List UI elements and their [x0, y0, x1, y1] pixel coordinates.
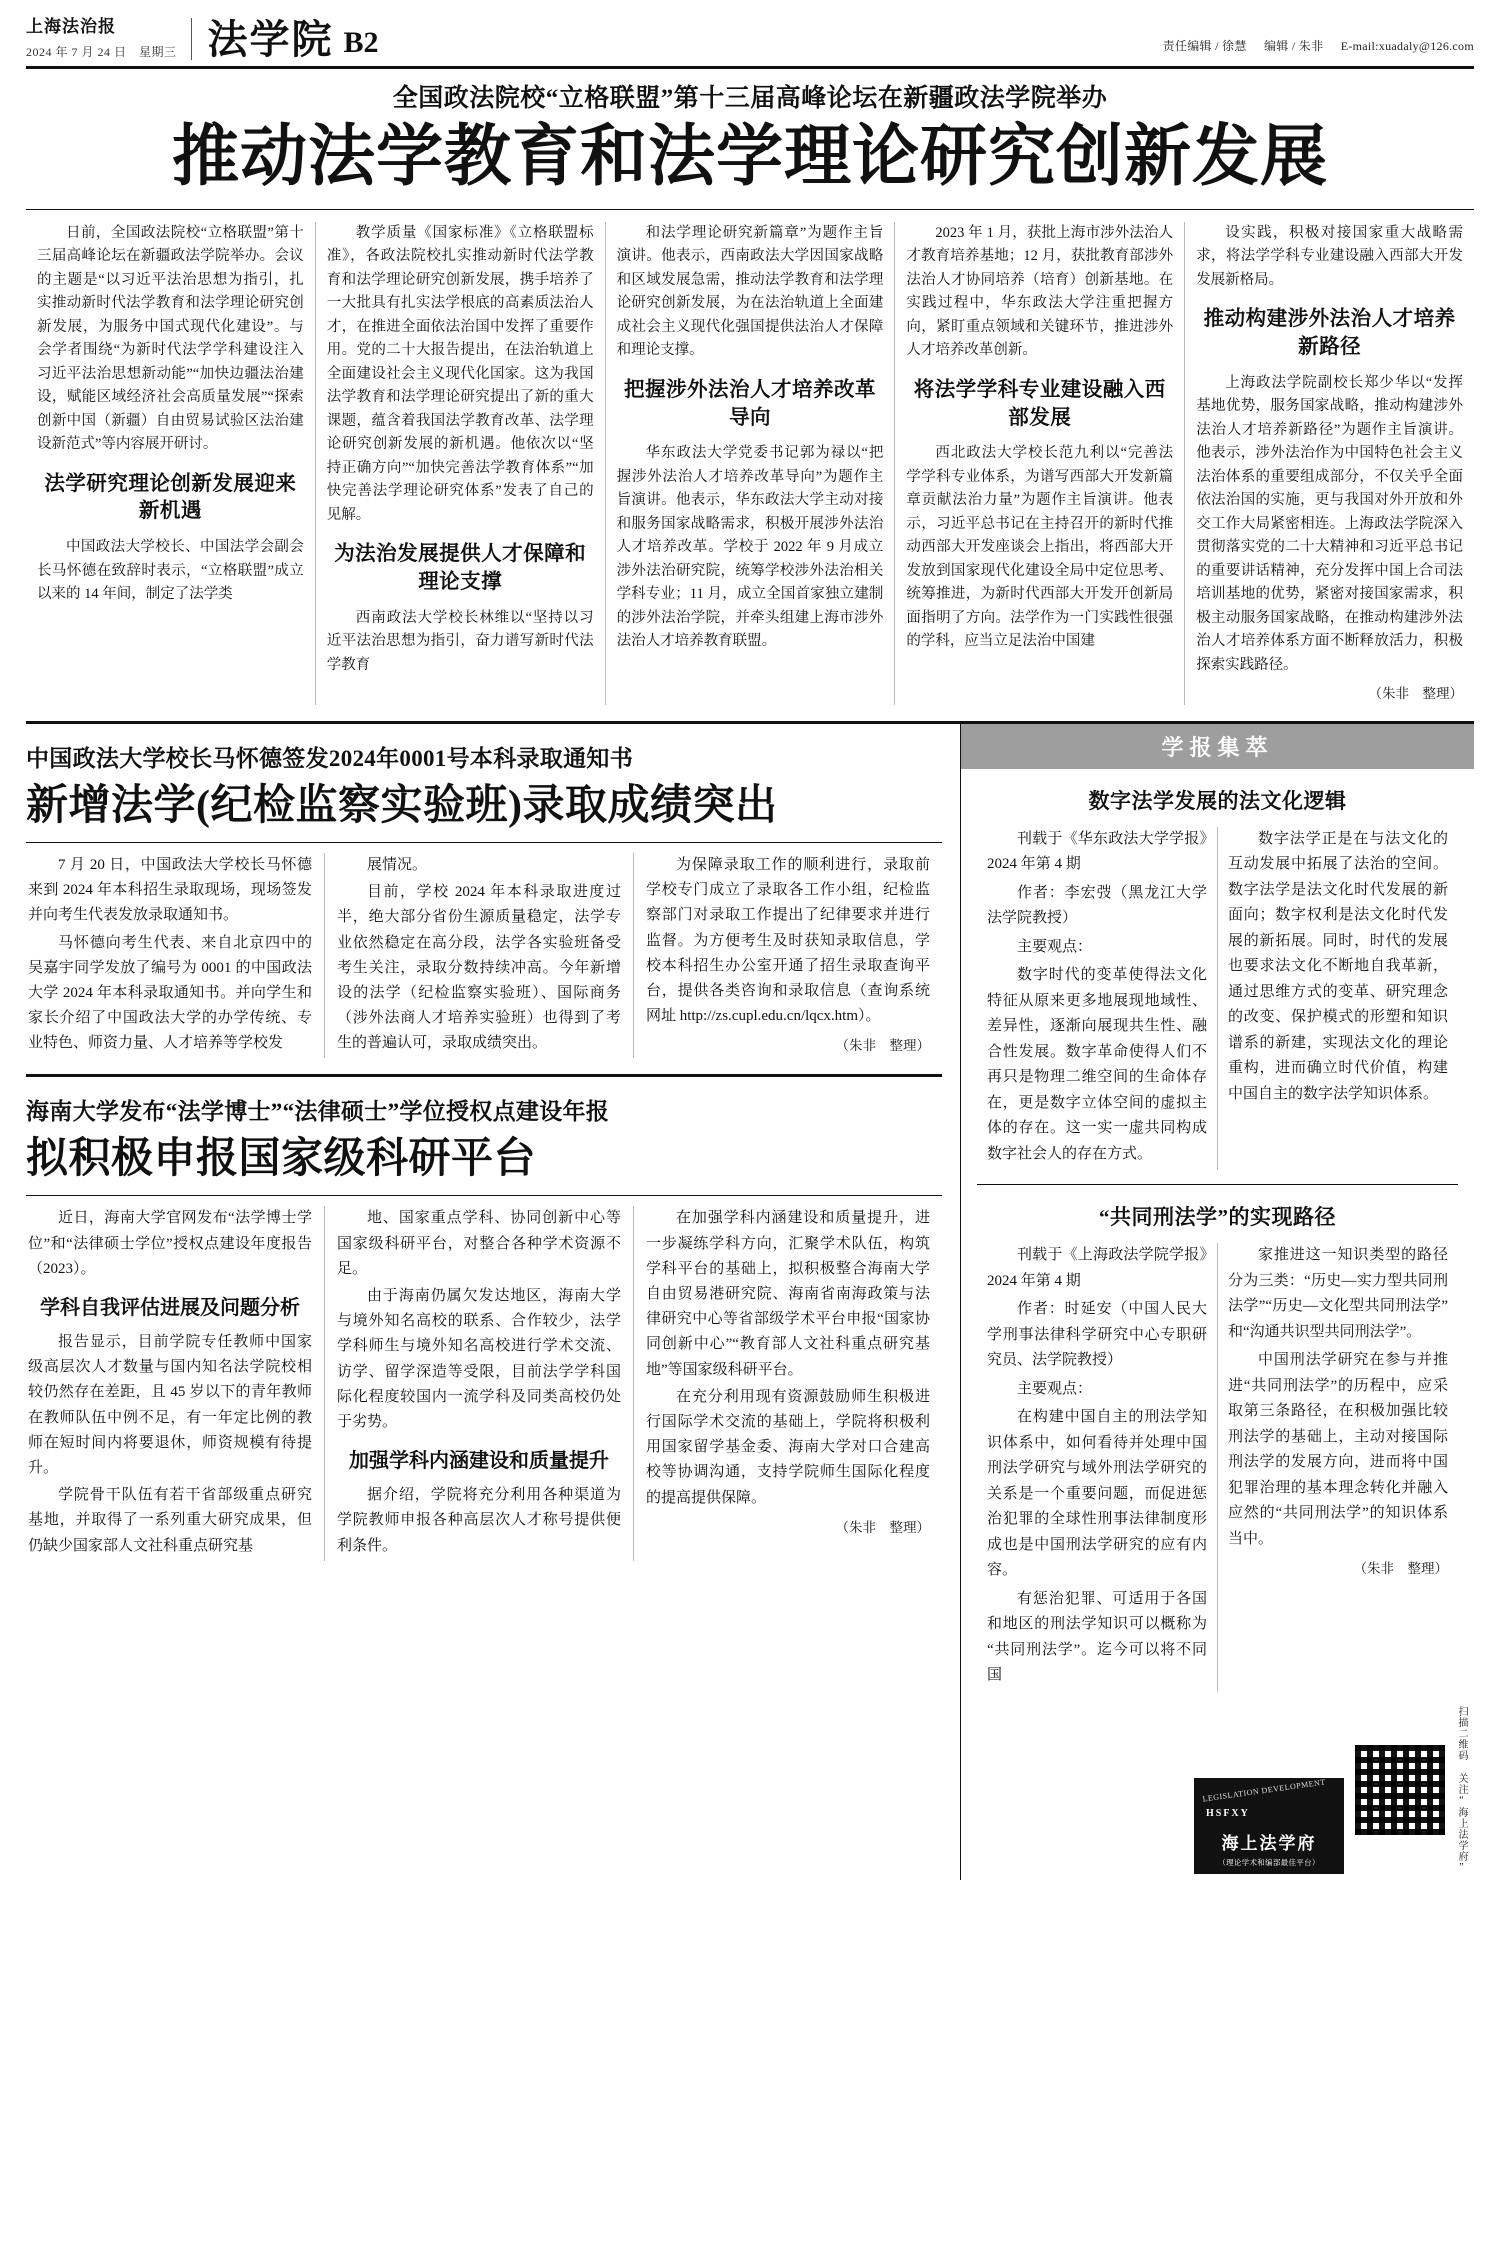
article-2	[26, 740, 942, 1059]
lead-column-2	[315, 222, 605, 705]
article-3-subheading-1: 学科自我评估进展及问题分析	[39, 1297, 300, 1320]
brand-abbreviation: HSFXY	[1205, 1807, 1250, 1819]
brand-subtitle: （理论学术和编部最佳平台）	[1218, 1857, 1320, 1867]
article-2-column-1	[26, 853, 324, 1059]
paragraph: 马怀德向考生代表、来自北京四中的吴嘉宇同学发放了编号为 0001 的中国政法大学 2024 年本科录取通知书。并向学生和家长介绍了中国政法大学的办学传统、专业特色、师资力量、人才培养等学校发	[28, 934, 312, 1052]
paragraph: 据介绍，学院将充分利用各种渠道为学院教师申报各种高层次人才称号提供便利条件。	[336, 1487, 621, 1554]
lead-subheading-5: 推动构建涉外法治人才培养新路径	[1203, 308, 1456, 359]
lead-subheading-4: 将法学学科专业建设融入西部发展	[913, 378, 1166, 429]
paragraph: 中国政法大学校长、中国法学会副会长马怀德在致辞时表示，“立格联盟”成立以来的 14 年间，制定了法学类	[37, 539, 304, 603]
article-2-headline: 新增法学(纪检监察实验班)录取成绩突出	[26, 782, 778, 829]
paragraph: 为保障录取工作的顺利进行，录取前学校专门成立了录取各工作小组，纪检监察部门对录取工作提出了纪律要求并进行监督。为方便考生及时获知录取信息，学校本科招生办公室开通了招生录取查询平台，提供各类咨询和录取信息（查询系统网址 http://zs.cupl.edu.cn/lqcx.htm）。	[645, 856, 930, 1025]
journal-source: 刊载于《上海政法学院学报》2024 年第 4 期	[986, 1247, 1207, 1289]
paragraph: 华东政法大学党委书记郭为禄以“把握涉外法治人才培养改革导向”为题作主旨演讲。他表示，华东政法大学主动对接和服务国家战略需求，积极开展涉外法治人才培养改革。学校于 2022 年 9 月成立涉外法治研究院，统筹学校涉外法治相关学科专业；11 月，成立全国首家独立建制的涉外法治学院，并牵头组建上海市涉外法治人才培养教育联盟。	[616, 445, 884, 650]
qr-caption: 扫描二维码 关注“海上法学府”	[1455, 1705, 1467, 1874]
article-3-column-1	[26, 1206, 324, 1560]
lead-subheading-1: 法学研究理论创新发展迎来新机遇	[44, 472, 297, 523]
paragraph: 2023 年 1 月，获批上海市涉外法治人才教育培养基地；12 月，获批教育部涉外法治人才协同培养（培育）创新基地。在实践过程中，华东政法大学注重把握方向，紧盯重点领域和关键环节，推进涉外人才培养改革创新。	[906, 224, 1174, 359]
paragraph: 数字时代的变革使得法文化特征从原来更多地展现地域性、差异性，逐渐向展现共生性、融合性发展。数字革命使得人们不再只是物理二维空间的生命体存在，更是数字立体空间的虚拟主体的存在。这一实一虚共同构成数字社会人的存在方式。	[986, 967, 1207, 1162]
article-3-byline: （朱非 整理）	[835, 1519, 930, 1535]
paragraph: 和法学理论研究新篇章”为题作主旨演讲。他表示，西南政法大学因国家战略和区域发展急需，推动法学教育和法学理论研究创新发展，为在法治轨道上全面建成社会主义现代化强国提供法治人才保障和理论支撑。	[616, 224, 884, 359]
journal-byline: （朱非 整理）	[1353, 1561, 1448, 1577]
article-2-byline: （朱非 整理）	[835, 1038, 930, 1054]
lead-headline: 推动法学教育和法学理论研究创新发展	[172, 119, 1328, 194]
paragraph: 设实践，积极对接国家重大战略需求，将法学学科专业建设融入西部大开发发展新格局。	[1196, 224, 1463, 288]
journal-entry-1	[961, 785, 1474, 1186]
journal-opinion-label: 主要观点：	[1016, 1380, 1092, 1397]
journal-entry-1-col-left	[977, 827, 1217, 1171]
journal-entry-2-columns	[977, 1243, 1458, 1692]
lead-column-1	[26, 222, 315, 705]
qr-code-block	[1352, 1706, 1468, 1874]
lead-column-3	[605, 222, 895, 705]
article-2-column-3	[633, 853, 942, 1059]
paragraph: 日前，全国政法院校“立格联盟”第十三届高峰论坛在新疆政法学院举办。会议的主题是“以习近平法治思想为指引，扎实推动新时代法学教育和法学理论研究创新发展，为服务中国式现代化建设”。与会学者围绕“为新时代法学学科建设注入习近平法治思想新动能”“加快边疆法治建设，赋能区域经济社会高质量发展”“探索创新中国（新疆）自由贸易试验区法治建设新范式”等内容展开研讨。	[37, 224, 304, 453]
paragraph: 学院骨干队伍有若干省部级重点研究基地，并取得了一系列重大研究成果，但仍缺少国家部人文社科重点研究基	[28, 1487, 312, 1554]
newspaper-logo	[26, 18, 192, 60]
lead-byline: （朱非 整理）	[1368, 686, 1463, 702]
divider-article-3-top	[26, 1074, 942, 1077]
article-3-kicker: 海南大学发布“法学博士”“法律硕士”学位授权点建设年报	[26, 1099, 610, 1125]
article-2-kicker: 中国政法大学校长马怀德签发2024年0001号本科录取通知书	[26, 745, 633, 771]
paragraph: 西南政法大学校长林维以“坚持以习近平法治思想为指引，奋力谱写新时代法学教育	[326, 609, 594, 673]
brand-logo	[1194, 1778, 1344, 1874]
masthead-left	[26, 18, 379, 60]
paragraph: 中国刑法学研究在参与并推进“共同刑法学”的历程中，应采取第三条路径，在积极加强比较刑法学的基础上，主动对接国际刑法学的发展方向，进而将中国犯罪治理的基本理念转化并融入应然的“共同刑法学”的知识体系当中。	[1227, 1352, 1448, 1547]
journal-entry-2-col-right	[1217, 1243, 1458, 1692]
divider-lead	[26, 209, 1474, 210]
section-title: 法学院	[207, 16, 334, 62]
article-3-headline: 拟积极申报国家级科研平台	[26, 1136, 537, 1183]
journal-author: 作者：时延安（中国人民大学刑事法律科学研究中心专职研究员、法学院教授）	[986, 1301, 1207, 1369]
article-3	[26, 1093, 942, 1560]
paragraph: 数字法学正是在与法文化的互动发展中拓展了法治的空间。数字法学是法文化时代发展的新面向；数字权利是法文化时代发展的新拓展。同时，时代的发展也要求法文化不断地自我革新，通过思维方式的变革、研究理念的改变、保护模式的形塑和知识谱系的新建，实现法文化的理论重构，进而确立时代价值，构建中国自主的数字法学知识体系。	[1227, 830, 1448, 1102]
divider-article-3	[26, 1195, 942, 1196]
journal-entry-2	[961, 1201, 1474, 1692]
journal-entry-1-columns	[977, 827, 1458, 1171]
lead-subheading-2: 为法治发展提供人才保障和理论支撑	[334, 543, 587, 593]
article-3-column-3	[633, 1206, 942, 1560]
lower-section	[26, 724, 1474, 1880]
lead-subheading-3: 把握涉外法治人才培养改革导向	[623, 378, 876, 429]
credit-email: E-mail:xuadaly@126.com	[1340, 38, 1474, 53]
article-3-columns	[26, 1206, 942, 1560]
paragraph: 近日，海南大学官网发布“法学博士学位”和“法律硕士学位”授权点建设年度报告（2023）。	[28, 1210, 312, 1277]
divider-journal-entry	[977, 1184, 1458, 1185]
lead-column-4	[894, 222, 1184, 705]
paragraph: 地、国家重点学科、协同创新中心等国家级科研平台，对整合各种学术资源不足。	[336, 1210, 621, 1277]
publication-date: 2024 年 7 月 24 日 星期三	[26, 44, 177, 59]
journal-section-header: 学报集萃	[961, 724, 1474, 769]
paragraph: 有惩治犯罪、可适用于各国和地区的刑法学知识可以概称为“共同刑法学”。迄今可以将不同国	[986, 1590, 1207, 1684]
brand-chinese-name: 海上法学府	[1221, 1833, 1317, 1853]
paragraph: 展情况。	[366, 856, 427, 873]
paragraph: 西北政法大学校长范九利以“完善法学学科专业体系，为谱写西部大开发新篇章贡献法治力量”为题作主旨演讲。他表示，习近平总书记在主持召开的新时代推动西部大开发座谈会上指出，将西部大开发放到国家现代化建设全局中定位思考、统筹推进，为新时代西部大开发开创新局面指明了方向。法学作为一门实践性很强的学科，应当立足法治中国建	[906, 445, 1174, 650]
lead-article	[26, 69, 1474, 195]
article-3-column-2	[324, 1206, 633, 1560]
paragraph: 报告显示，目前学院专任教师中国家级高层次人才数量与国内知名法学院校相较仍然存在差距，且 45 岁以下的青年教师在教师队伍中例不足，有一年定比例的教师在短时间内将要退休，师资规模有待提升。	[28, 1334, 312, 1476]
paragraph: 在加强学科内涵建设和质量提升，进一步凝练学科方向，汇聚学术队伍，构筑学科平台的基础上，拟积极整合海南大学自由贸易港研究院、海南省南海政策与法律研究中心等省部级学术平台申报“国家协同创新中心”“教育部人文社科重点研究基地”等国家级科研平台。	[645, 1210, 930, 1378]
paragraph: 目前，学校 2024 年本科录取进度过半，绝大部分省份生源质量稳定，法学专业依然稳定在高分段，法学各实验班备受考生关注，录取分数持续冲高。今年新增设的法学（纪检监察实验班）、国际商务（涉外法商人才培养实验班）也得到了考生的普遍认可，录取成绩突出。	[336, 884, 621, 1052]
article-2-column-2	[324, 853, 633, 1059]
lead-kicker: 全国政法院校“立格联盟”第十三届高峰论坛在新疆政法学院举办	[392, 84, 1108, 112]
paragraph: 由于海南仍属欠发达地区，海南大学与境外知名高校的联系、合作较少，法学学科师生与境外知名高校进行学术交流、访学、留学深造等受限，目前法学学科国际化程度较国内一流学科及同类高校仍处于劣势。	[336, 1288, 621, 1430]
article-2-columns	[26, 853, 942, 1059]
divider-article-2	[26, 842, 942, 843]
paragraph: 教学质量《国家标准》《立格联盟标准》，各政法院校扎实推动新时代法学教育和法学理论研究创新发展，携手培养了一大批具有扎实法学根底的高素质法治人才，在推进全面依法治国中发挥了重要作用。党的二十大报告提出，在法治轨道上全面建设社会主义现代化国家。这为我国法学教育和法学理论研究提出了新的重大课题，蕴含着我国法学教育改革、法学理论研究创新发展的新机遇。他依次以“坚持正确方向”“加快完善法学教育体系”“加快完善法学理论研究体系”发表了自己的见解。	[326, 224, 594, 523]
lead-body-columns	[26, 222, 1474, 705]
journal-digest-panel	[960, 724, 1474, 1880]
lower-left-column	[26, 724, 960, 1880]
qr-code-icon[interactable]	[1352, 1742, 1448, 1838]
journal-footer-brand	[961, 1706, 1474, 1880]
journal-source: 刊载于《华东政法大学学报》2024 年第 4 期	[986, 830, 1207, 873]
journal-entry-2-title: “共同刑法学”的实现路径	[1098, 1205, 1336, 1230]
lead-column-5	[1184, 222, 1474, 705]
brand-english-arc: LEGISLATION DEVELOPMENT	[1201, 1777, 1327, 1804]
page-number: B2	[343, 25, 379, 59]
masthead-credits	[1149, 37, 1474, 60]
journal-author: 作者：李宏弢（黑龙江大学法学院教授）	[986, 884, 1207, 927]
credit-editor: 编辑 / 朱非	[1263, 38, 1324, 53]
paragraph: 家推进这一知识类型的路径分为三类：“历史—实力型共同刑法学”“历史—文化型共同刑法学”和“沟通共识型共同刑法学”。	[1227, 1247, 1448, 1340]
paragraph: 在充分利用现有资源鼓励师生积极进行国际学术交流的基础上，学院将积极利用国家留学基金委、海南大学对口合建高校等协调沟通，支持学院师生国际化程度的提高提供保障。	[645, 1388, 930, 1506]
paragraph: 上海政法学院副校长郑少华以“发挥基地优势，服务国家战略，推动构建涉外法治人才培养新路径”为题作主旨演讲。他表示，涉外法治作为中国特色社会主义法治体系的重要组成部分，不仅关乎全面依法治国的实施，更与我国对外开放和外交工作大局紧密相连。上海政法学院深入贯彻落实党的二十大精神和习近平总书记的重要讲话精神，充分发挥中国上合司法培训基地的优势，紧密对接国家需求，积极主动服务国家战略，在推动构建涉外法治人才培养体系方面不断释放活力，积极探索实践路径。	[1196, 374, 1463, 673]
credit-responsible-editor: 责任编辑 / 徐慧	[1162, 38, 1247, 53]
article-3-subheading-2: 加强学科内涵建设和质量提升	[348, 1450, 609, 1473]
journal-entry-1-col-right	[1217, 827, 1458, 1171]
paragraph: 7 月 20 日，中国政法大学校长马怀德来到 2024 年本科招生录取现场，现场签发并向考生代表发放录取通知书。	[28, 856, 312, 924]
newspaper-name: 上海法治报	[26, 17, 116, 36]
journal-entry-1-title: 数字法学发展的法文化逻辑	[1088, 788, 1347, 813]
masthead	[26, 18, 1474, 69]
journal-opinion-label: 主要观点：	[1016, 938, 1092, 955]
journal-entry-2-col-left	[977, 1243, 1217, 1692]
paragraph: 在构建中国自主的刑法学知识体系中，如何看待并处理中国刑法学研究与域外刑法学研究的关系是一个重要问题，而促进惩治犯罪的全球性刑事法律制度形成也是中国刑法学研究的应有内容。	[986, 1409, 1207, 1579]
